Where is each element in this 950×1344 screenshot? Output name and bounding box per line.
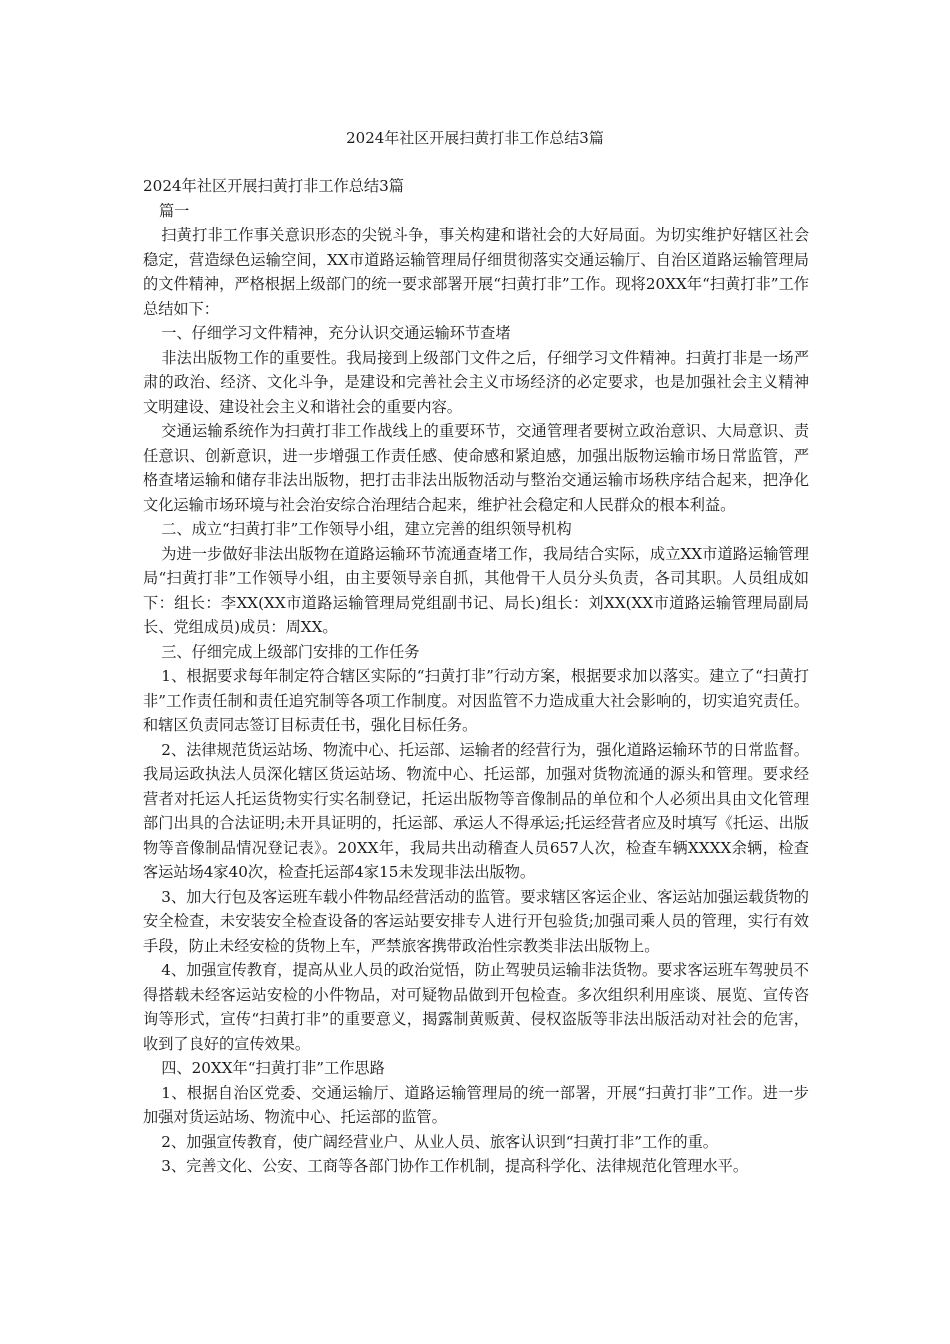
paragraph: 1、根据自治区党委、交通运输厅、道路运输管理局的统一部署，开展“扫黄打非”工作。进一步加强对货运站场、物流中心、托运部的监管。 <box>143 1083 809 1126</box>
paragraph: 一、仔细学习文件精神，充分认识交通运输环节查堵 <box>161 324 511 342</box>
document-body <box>143 174 809 1179</box>
paragraph: 二、成立“扫黄打非”工作领导小组，建立完善的组织领导机构 <box>161 520 572 538</box>
document-title: 2024年社区开展扫黄打非工作总结3篇 <box>346 129 604 147</box>
paragraph: 非法出版物工作的重要性。我局接到上级部门文件之后，仔细学习文件精神。扫黄打非是一场严肃的政治、经济、文化斗争，是建设和完善社会主义市场经济的必定要求，也是加强社会主义精神文明建设、建设社会主义和谐社会的重要内容。 <box>143 348 809 416</box>
paragraph: 3、完善文化、公安、工商等各部门协作工作机制，提高科学化、法律规范化管理水平。 <box>161 1157 749 1175</box>
paragraph: 2、加强宣传教育，使广阔经营业户、从业人员、旅客认识到“扫黄打非”工作的重。 <box>161 1132 718 1151</box>
paragraph: 2024年社区开展扫黄打非工作总结3篇 <box>143 177 404 195</box>
paragraph: 四、20XX年“扫黄打非”工作思路 <box>161 1059 385 1077</box>
paragraph: 3、加大行包及客运班车载小件物品经营活动的监管。要求辖区客运企业、客运站加强运载货物的安全检查，未安装安全检查设备的客运站要安排专人进行开包验货;加强司乘人员的管理，实行有效手段，防止未经安检的货物上车，严禁旅客携带政治性宗教类非法出版物上。 <box>143 887 809 955</box>
paragraph: 三、仔细完成上级部门安排的工作任务 <box>161 642 420 661</box>
paragraph: 交通运输系统作为扫黄打非工作战线上的重要环节，交通管理者要树立政治意识、大局意识、责任意识、创新意识，进一步增强工作责任感、使命感和紧迫感，加强出版物运输市场日常监管，严格查堵运输和储存非法出版物，把打击非法出版物活动与整治交通运输市场秩序结合起来，把净化文化运输市场环境与社会治安综合治理结合起来，维护社会稳定和人民群众的根本利益。 <box>143 422 809 514</box>
paragraph: 扫黄打非工作事关意识形态的尖锐斗争，事关构建和谐社会的大好局面。为切实维护好辖区社会稳定，营造绿色运输空间，XX市道路运输管理局仔细贯彻落实交通运输厅、自治区道路运输管理局的文件精神，严格根据上级部门的统一要求部署开展“扫黄打非”工作。现将20XX年“扫黄打非”工作总结如下： <box>143 226 809 318</box>
paragraph: 4、加强宣传教育，提高从业人员的政治觉悟，防止驾驶员运输非法货物。要求客运班车驾驶员不得搭载未经客运站安检的小件物品，对可疑物品做到开包检查。多次组织利用座谈、展览、宣传咨询等形式，宣传“扫黄打非”的重要意义，揭露制黄贩黄、侵权盗版等非法出版活动对社会的危害，收到了良好的宣传效果。 <box>143 961 809 1053</box>
paragraph: 1、根据要求每年制定符合辖区实际的“扫黄打非”行动方案，根据要求加以落实。建立了“扫黄打非”工作责任制和责任追究制等各项工作制度。对因监管不力造成重大社会影响的，切实追究责任。和辖区负责同志签订目标责任书，强化目标任务。 <box>143 667 809 734</box>
paragraph: 篇一 <box>158 201 190 220</box>
paragraph: 为进一步做好非法出版物在道路运输环节流通查堵工作，我局结合实际，成立XX市道路运输管理局“扫黄打非”工作领导小组，由主要领导亲自抓，其他骨干人员分头负责，各司其职。人员组成如下：组长：李XX(XX市道路运输管理局党组副书记、局长)组长：刘XX(XX市道路运输管理局副局长、党组成员)成员：周XX。 <box>143 544 809 636</box>
paragraph: 2、法律规范货运站场、物流中心、托运部、运输者的经营行为，强化道路运输环节的日常监督。我局运政执法人员深化辖区货运站场、物流中心、托运部，加强对货物流通的源头和管理。要求经营者对托运人托运货物实行实名制登记，托运出版物等音像制品的单位和个人必须出具由文化管理部门出具的合法证明;未开具证明的，托运部、承运人不得承运;托运经营者应及时填写《托运、出版物等音像制品情况登记表》。20XX年，我局共出动稽查人员657人次，检查车辆XXXX余辆，检查客运站场4家40次，检查托运部4家15未发现非法出版物。 <box>143 740 809 881</box>
